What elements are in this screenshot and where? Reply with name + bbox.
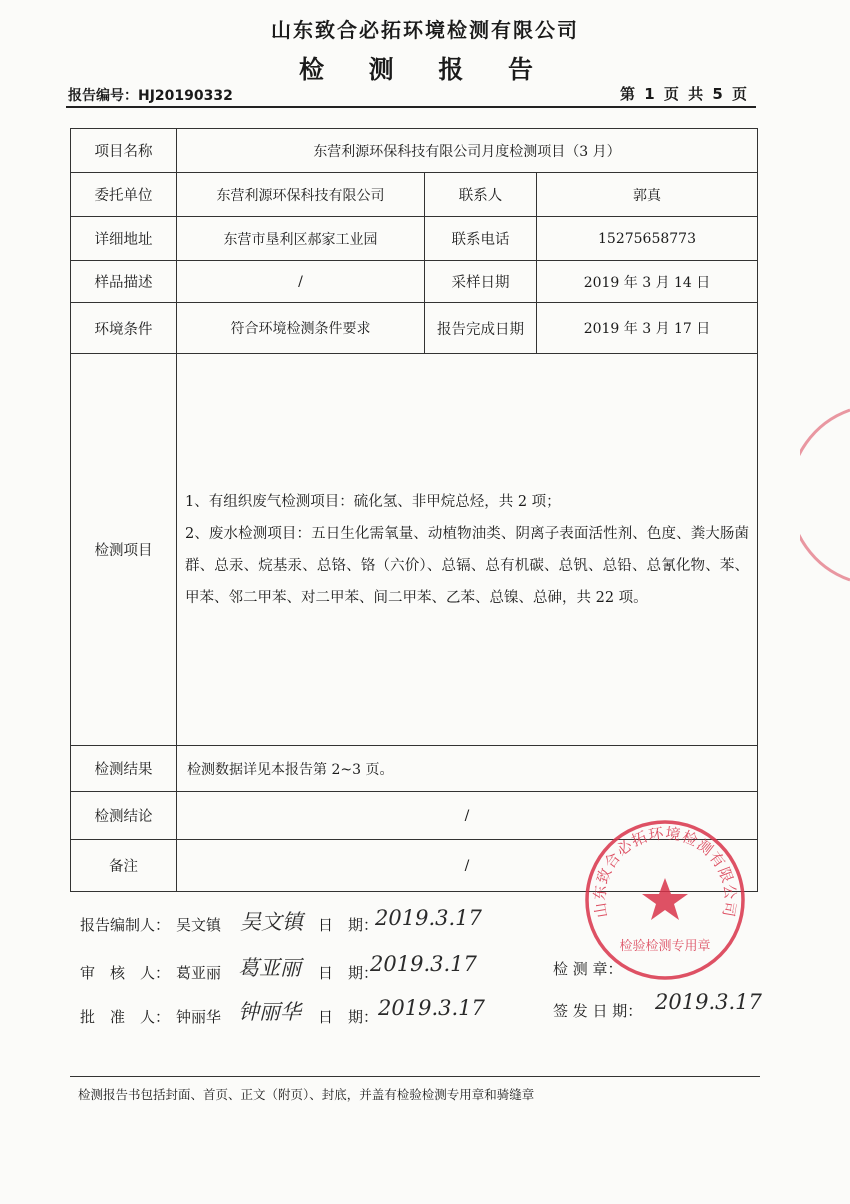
report-number: 报告编号：HJ20190332 <box>68 88 233 104</box>
issue-date: 2019.3.17 <box>655 990 762 1014</box>
conclusion-value: / <box>177 792 758 840</box>
env-value: 符合环境检测条件要求 <box>177 303 425 354</box>
editor-signature: 吴文镇 <box>240 910 303 934</box>
edge-seal-fragment <box>800 390 850 590</box>
editor-label: 报告编制人： <box>80 916 171 934</box>
complete-date-value: 2019 年 3 月 17 日 <box>537 303 758 354</box>
footer-divider <box>70 1076 760 1077</box>
approver-signature: 钟丽华 <box>238 1000 301 1024</box>
report-info-table <box>70 128 758 892</box>
items-exhaust: 1、有组织废气检测项目：硫化氢、非甲烷总烃，共 2 项； <box>185 493 561 510</box>
env-label: 环境条件 <box>71 303 177 354</box>
footer-note: 检测报告书包括封面、首页、正文（附页）、封底，并盖有检验检测专用章和骑缝章 <box>78 1087 535 1102</box>
reviewer-date: 2019.3.17 <box>370 952 477 976</box>
approver-date-label: 日 期： <box>318 1008 379 1026</box>
remark-value: / <box>177 840 758 892</box>
sample-value: / <box>177 261 425 303</box>
sampling-date-value: 2019 年 3 月 14 日 <box>537 261 758 303</box>
complete-date-label: 报告完成日期 <box>425 303 537 354</box>
approver-date: 2019.3.17 <box>378 996 485 1020</box>
company-name: 山东致合必拓环境检测有限公司 <box>271 18 579 42</box>
conclusion-label: 检测结论 <box>71 792 177 840</box>
items-label: 检测项目 <box>71 354 177 746</box>
document-title: 检 测 报 告 <box>298 55 552 84</box>
items-value <box>177 354 758 746</box>
reviewer-name: 葛亚丽 <box>176 964 222 982</box>
seal-text: 山东致合必拓环境检测有限公司 <box>590 824 740 920</box>
star-icon <box>642 878 688 920</box>
client-label: 委托单位 <box>71 173 177 217</box>
seal-sub: 检验检测专用章 <box>619 939 711 954</box>
editor-date-label: 日 期： <box>318 916 379 934</box>
page-indicator: 第 1 页 共 5 页 <box>620 85 749 103</box>
seal-label: 检 测 章： <box>553 960 623 978</box>
client-value: 东营利源环保科技有限公司 <box>177 173 425 217</box>
address-value: 东营市垦利区郝家工业园 <box>177 217 425 261</box>
approver-label: 批 准 人： <box>80 1008 171 1026</box>
items-wastewater: 2、废水检测项目：五日生化需氧量、动植物油类、阴离子表面活性剂、色度、粪大肠菌群、总汞、烷基汞、总铬、铬（六价）、总镉、总有机碳、总钒、总铅、总氰化物、苯、甲苯、邻二甲苯、对二甲苯、间二甲苯、乙苯、总镍、总砷，共 22 项。 <box>185 525 749 606</box>
phone-label: 联系电话 <box>425 217 537 261</box>
phone-value: 15275658773 <box>537 217 758 261</box>
contact-value: 郭真 <box>537 173 758 217</box>
reviewer-signature: 葛亚丽 <box>238 956 301 980</box>
header-divider <box>66 106 756 108</box>
project-value: 东营利源环保科技有限公司月度检测项目（3 月） <box>177 129 758 173</box>
editor-name: 吴文镇 <box>176 916 222 934</box>
result-value: 检测数据详见本报告第 2~3 页。 <box>177 746 758 792</box>
reviewer-label: 审 核 人： <box>80 964 171 982</box>
project-label: 项目名称 <box>71 129 177 173</box>
remark-label: 备注 <box>71 840 177 892</box>
sampling-date-label: 采样日期 <box>425 261 537 303</box>
editor-date: 2019.3.17 <box>375 906 482 930</box>
sample-label: 样品描述 <box>71 261 177 303</box>
address-label: 详细地址 <box>71 217 177 261</box>
result-label: 检测结果 <box>71 746 177 792</box>
contact-label: 联系人 <box>425 173 537 217</box>
approver-name: 钟丽华 <box>176 1008 222 1026</box>
issue-date-label: 签 发 日 期： <box>553 1002 643 1020</box>
reviewer-date-label: 日 期： <box>318 964 379 982</box>
